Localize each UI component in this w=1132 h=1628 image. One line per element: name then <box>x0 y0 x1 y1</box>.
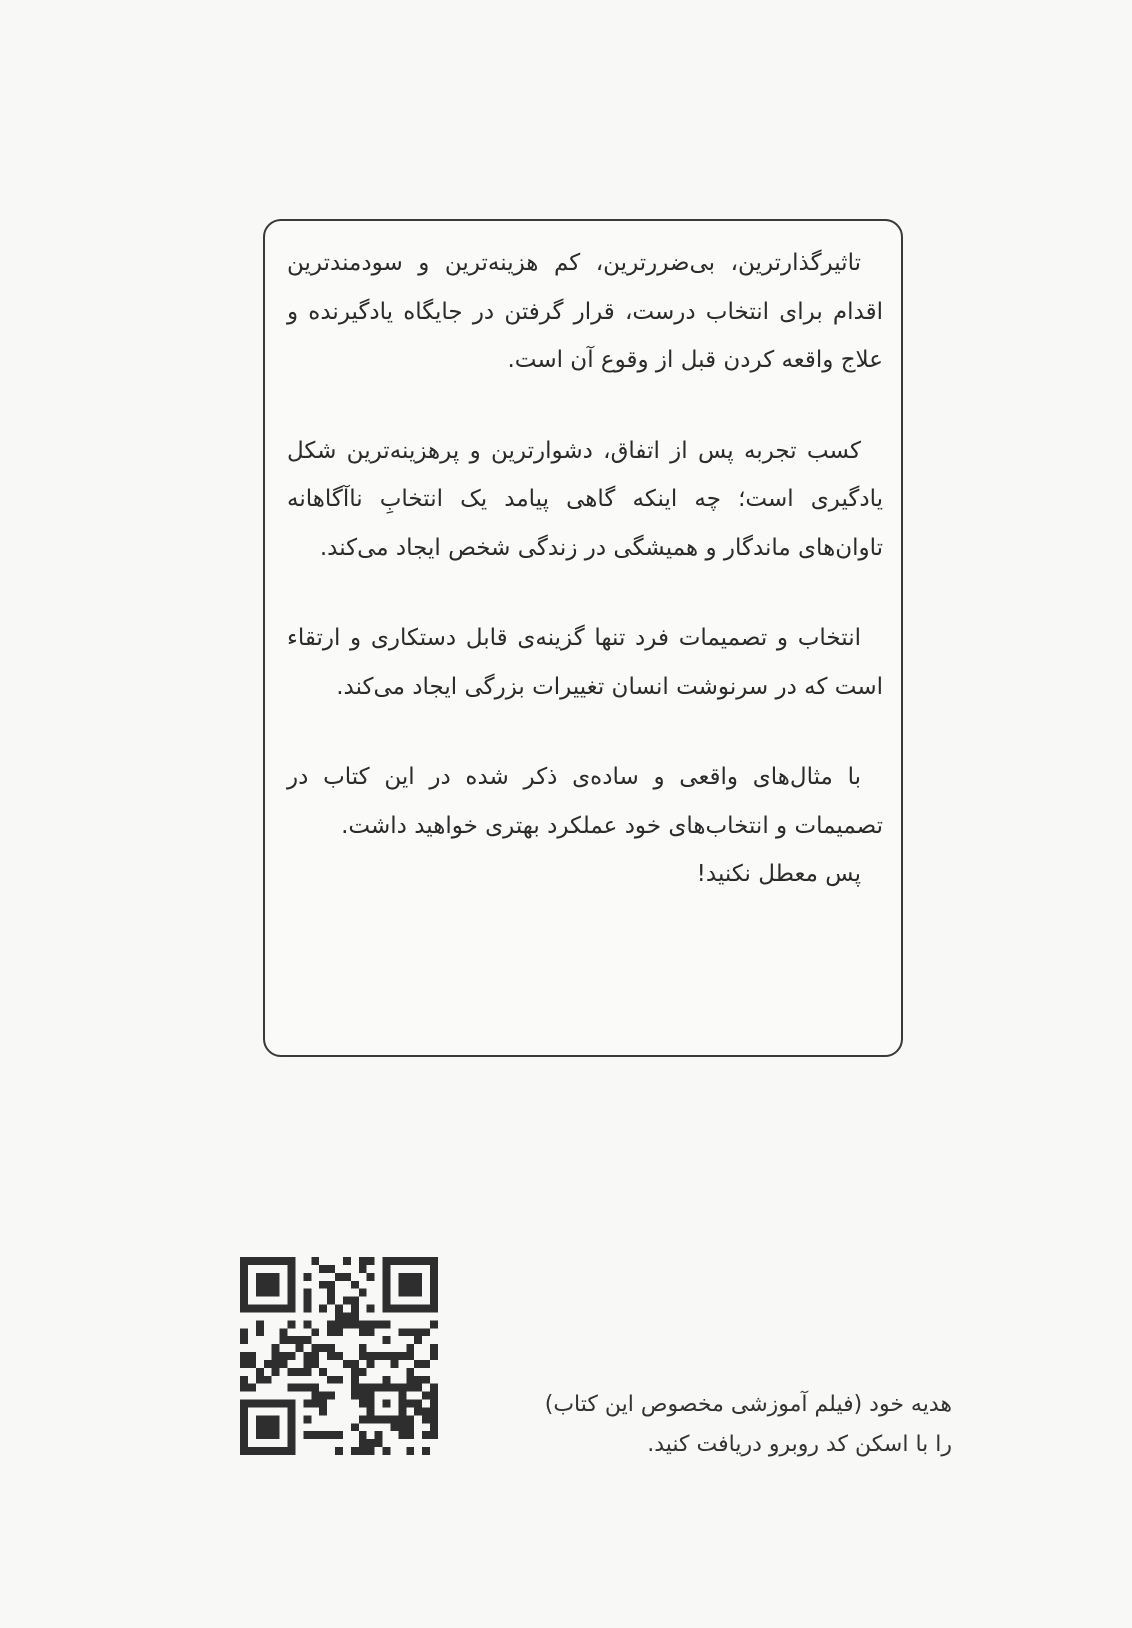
gift-caption <box>432 1385 952 1465</box>
paragraph-4: با مثال‌های واقعی و ساده‌ی ذکر شده در این کتاب در تصمیمات و انتخاب‌های خود عملکرد بهتری خواهید داشت. <box>287 764 883 839</box>
box-content <box>287 239 883 899</box>
paragraph-1: تاثیرگذارترین، بی‌ضررترین، کم هزینه‌ترین و سودمندترین اقدام برای انتخاب درست، قرار گرفتن در جایگاه یادگیرنده و علاج واقعه کردن قبل از وقوع آن است. <box>287 250 883 373</box>
paragraph-2: کسب تجربه پس از اتفاق، دشوارترین و پرهزینه‌ترین شکل یادگیری است؛ چه اینکه گاهی پیامد یک انتخابِ ناآگاهانه تاوان‌های ماندگار و همیشگی در زندگی شخص ایجاد می‌کند. <box>287 437 883 561</box>
text-box <box>263 219 903 1057</box>
qr-code[interactable] <box>240 1257 438 1455</box>
closing-line: پس معطل نکنید! <box>696 861 861 887</box>
gift-line-1: هدیه خود (فیلم آموزشی مخصوص این کتاب) <box>544 1392 952 1417</box>
paragraph-3: انتخاب و تصمیمات فرد تنها گزینه‌ی قابل دستکاری و ارتقاء است که در سرنوشت انسان تغییرات بزرگی ایجاد می‌کند. <box>287 625 883 700</box>
gift-line-2: را با اسکن کد روبرو دریافت کنید. <box>647 1432 952 1457</box>
